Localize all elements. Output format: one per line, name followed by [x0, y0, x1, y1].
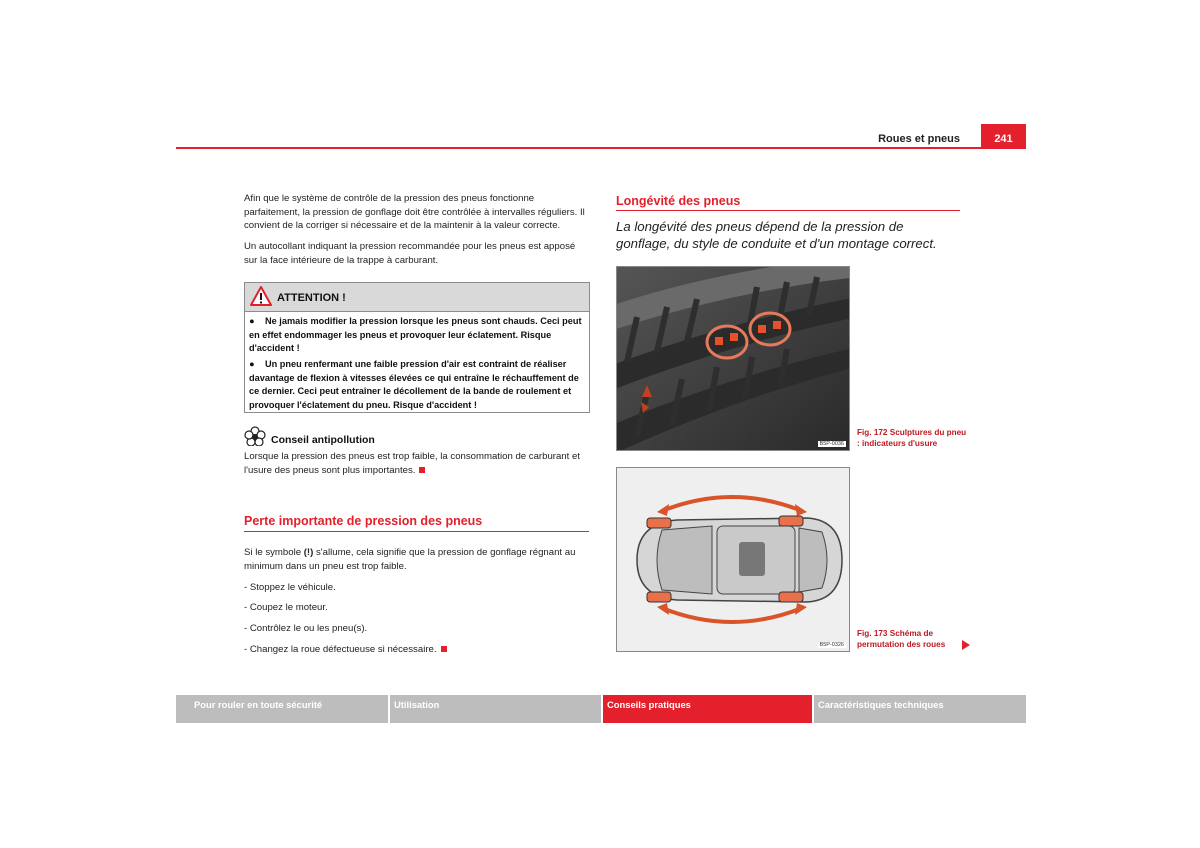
- symbol-intro-before: Si le symbole: [244, 547, 302, 558]
- attention-title: ATTENTION !: [277, 292, 346, 304]
- figure-caption: Fig. 172 Sculptures du pneu : indicateurs d'usure: [857, 428, 967, 448]
- tire-pressure-warning-icon: (!): [303, 547, 314, 558]
- page-number: 241: [981, 124, 1026, 148]
- attention-item-text: Ne jamais modifier la pression lorsque les pneus sont chauds. Ceci peut en effet endommager les pneus et provoquer leur éclatement. Risque d'accident !: [249, 316, 582, 354]
- tab-safety[interactable]: [176, 695, 388, 723]
- section-title: Roues et pneus: [878, 133, 960, 145]
- heading-rule: [244, 531, 589, 532]
- attention-item: ● Ne jamais modifier la pression lorsque les pneus sont chauds. Ceci peut en effet endommager les pneus et provoquer leur éclatement. Risque d'accident !: [249, 316, 582, 354]
- tab-technical-data[interactable]: [814, 695, 1026, 723]
- lead-paragraph: La longévité des pneus dépend de la pression de gonflage, du style de conduite et d'un montage correct.: [616, 219, 937, 251]
- paragraph-tpms: Afin que le système de contrôle de la pression des pneus fonctionne parfaitement, la pression de gonflage doit être contrôlée à intervalles réguliers. Il convient de la corriger si nécessaire et de la maintenir à la valeur correcte.: [244, 193, 585, 232]
- figure-code: B5P-0326: [819, 642, 844, 648]
- eco-tip-title: Conseil antipollution: [271, 434, 375, 446]
- attention-item-text: Un pneu renfermant une faible pression d'air est contraint de réaliser davantage de flexion à vitesses élevées ce qui entraîne le réchauffement de ce dernier. Ceci peut entraîner le décollement de la bande de roulement et provoquer l'éclatement du pneu. Risque d'accident !: [249, 359, 579, 410]
- section-heading-pressure-loss: Perte importante de pression des pneus: [244, 514, 483, 528]
- tab-label: Conseils pratiques: [607, 699, 691, 710]
- tab-label: Caractéristiques techniques: [818, 699, 944, 710]
- step-item: - Stoppez le véhicule.: [244, 582, 336, 593]
- eco-tip-body: Lorsque la pression des pneus est trop faible, la consommation de carburant et l'usure des pneus sont plus importantes.: [244, 451, 580, 476]
- step-item: - Contrôlez le ou les pneu(s).: [244, 623, 368, 634]
- attention-box: [244, 282, 590, 413]
- wheel-rotation-diagram: [617, 468, 849, 651]
- header-rule: [176, 147, 1026, 149]
- figure-caption: Fig. 173 Schéma de permutation des roues: [857, 629, 946, 649]
- flower-eco-icon: [244, 426, 266, 446]
- warning-icon: [250, 286, 272, 306]
- eco-tip-text: [244, 450, 589, 477]
- section-heading-tire-life: Longévité des pneus: [616, 194, 741, 208]
- paragraph-symbol: [244, 546, 589, 573]
- step-item: [244, 643, 589, 657]
- tab-practical-tips[interactable]: [603, 695, 812, 723]
- step-item-text: - Changez la roue défectueuse si nécessaire.: [244, 644, 437, 655]
- figure-wheel-rotation: [616, 467, 850, 652]
- paragraph-sticker: Un autocollant indiquant la pression recommandée pour les pneus est apposé sur la face intérieure de la trappe à carburant.: [244, 241, 576, 266]
- figure-code: B5P-0036: [819, 441, 844, 447]
- heading-rule: [616, 210, 960, 211]
- tab-label: Pour rouler en toute sécurité: [194, 699, 323, 710]
- continue-arrow-icon: [962, 640, 970, 650]
- tire-tread-illustration: [617, 267, 849, 450]
- tab-operation[interactable]: [390, 695, 601, 723]
- tab-label: Utilisation: [394, 699, 440, 710]
- attention-item: ● Un pneu renfermant une faible pression d'air est contraint de réaliser davantage de flexion à vitesses élevées ce qui entraîne le réchauffement de ce dernier. Ceci peut entraîner le décollement de la bande de roulement et provoquer l'éclatement du pneu. Risque d'accident !: [249, 359, 579, 410]
- attention-header: [245, 283, 589, 312]
- step-item: - Coupez le moteur.: [244, 602, 328, 613]
- figure-tread-wear: [616, 266, 850, 451]
- end-marker-icon: [441, 646, 447, 652]
- end-marker-icon: [419, 467, 425, 473]
- symbol-intro-after: s'allume, cela signifie que la pression de gonflage régnant au minimum dans un pneu est trop faible.: [244, 547, 576, 572]
